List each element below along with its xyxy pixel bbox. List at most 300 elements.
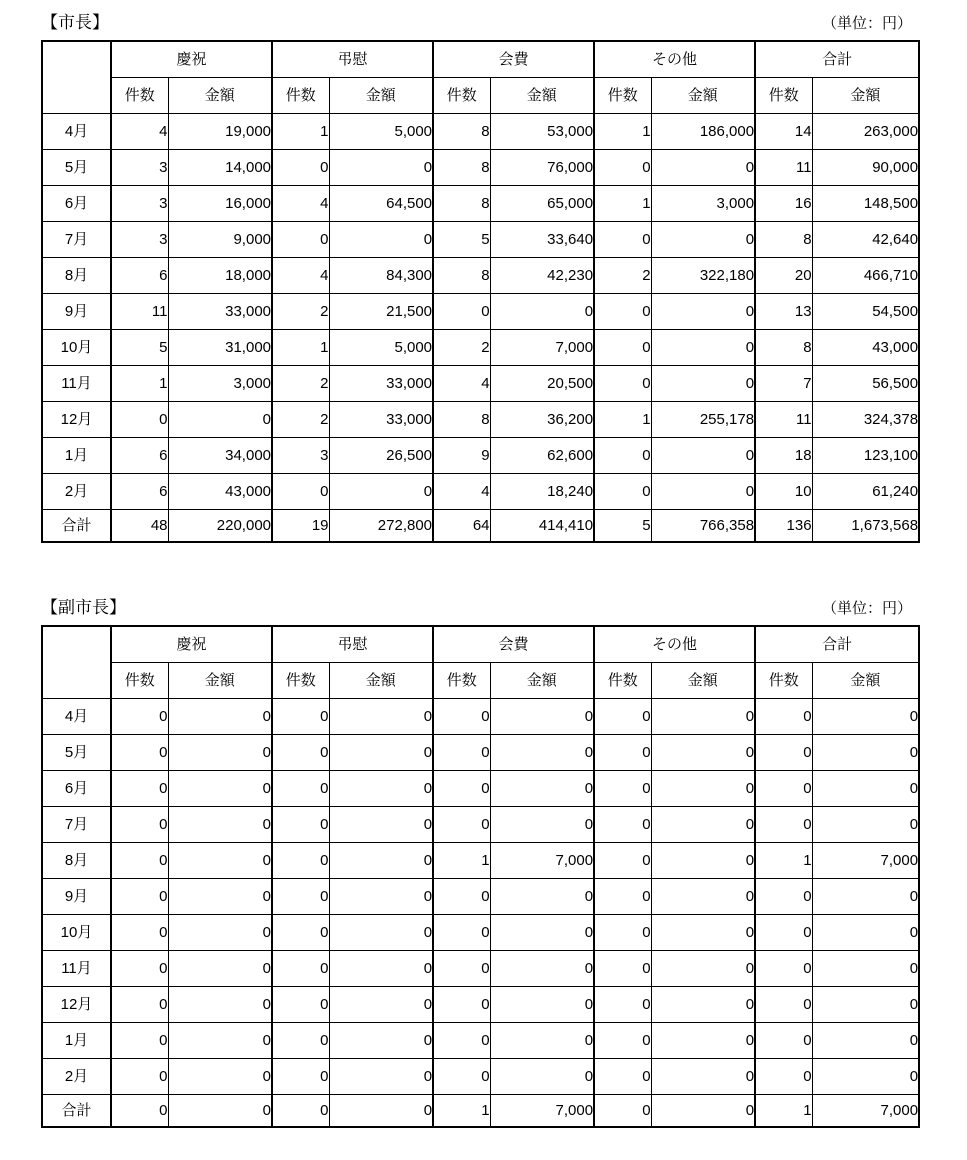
mayor-section xyxy=(41,12,919,543)
group-header-kaihi: 会費 xyxy=(433,41,594,77)
row-label-合計: 合計 xyxy=(42,509,111,542)
cell-amount-5: 0 xyxy=(812,770,919,806)
cell-amount-4: 0 xyxy=(651,149,755,185)
cell-count-5: 1 xyxy=(755,842,812,878)
cell-count-2: 1 xyxy=(272,329,329,365)
cell-amount-3: 0 xyxy=(490,293,594,329)
cell-count-4: 1 xyxy=(594,185,651,221)
cell-amount-3: 414,410 xyxy=(490,509,594,542)
cell-amount-4: 0 xyxy=(651,806,755,842)
cell-count-5: 0 xyxy=(755,698,812,734)
row-label-9月: 9月 xyxy=(42,293,111,329)
cell-amount-5: 148,500 xyxy=(812,185,919,221)
cell-amount-4: 0 xyxy=(651,221,755,257)
sub-header-count-2: 件数 xyxy=(272,77,329,113)
cell-count-5: 0 xyxy=(755,950,812,986)
cell-count-5: 18 xyxy=(755,437,812,473)
deputy-section-title: 【副市長】 xyxy=(41,598,126,617)
cell-count-4: 0 xyxy=(594,293,651,329)
cell-amount-4: 0 xyxy=(651,1094,755,1127)
cell-amount-3: 18,240 xyxy=(490,473,594,509)
cell-amount-4: 0 xyxy=(651,1022,755,1058)
corner-cell xyxy=(42,41,111,113)
cell-amount-3: 0 xyxy=(490,770,594,806)
cell-amount-2: 33,000 xyxy=(329,365,433,401)
group-header-keishuku: 慶祝 xyxy=(111,41,272,77)
cell-count-1: 0 xyxy=(111,770,168,806)
cell-count-4: 0 xyxy=(594,914,651,950)
row-label-2月: 2月 xyxy=(42,473,111,509)
cell-count-4: 1 xyxy=(594,401,651,437)
cell-count-4: 0 xyxy=(594,473,651,509)
table-row xyxy=(42,293,919,329)
cell-count-2: 0 xyxy=(272,473,329,509)
row-label-7月: 7月 xyxy=(42,806,111,842)
cell-count-4: 0 xyxy=(594,842,651,878)
cell-count-5: 8 xyxy=(755,221,812,257)
cell-count-3: 8 xyxy=(433,257,490,293)
cell-count-1: 0 xyxy=(111,842,168,878)
cell-amount-3: 65,000 xyxy=(490,185,594,221)
cell-count-2: 3 xyxy=(272,437,329,473)
cell-count-5: 11 xyxy=(755,401,812,437)
cell-count-2: 0 xyxy=(272,770,329,806)
cell-amount-5: 0 xyxy=(812,734,919,770)
table-row xyxy=(42,221,919,257)
cell-amount-4: 0 xyxy=(651,365,755,401)
cell-count-2: 4 xyxy=(272,257,329,293)
cell-amount-2: 5,000 xyxy=(329,329,433,365)
cell-count-3: 4 xyxy=(433,473,490,509)
sub-header-count-3: 件数 xyxy=(433,662,490,698)
cell-amount-3: 36,200 xyxy=(490,401,594,437)
cell-amount-1: 0 xyxy=(168,986,272,1022)
row-label-1月: 1月 xyxy=(42,437,111,473)
cell-count-1: 6 xyxy=(111,473,168,509)
sub-header-amount-2: 金額 xyxy=(329,77,433,113)
cell-amount-4: 0 xyxy=(651,293,755,329)
cell-count-1: 6 xyxy=(111,437,168,473)
table-row xyxy=(42,473,919,509)
cell-count-2: 1 xyxy=(272,113,329,149)
cell-amount-2: 84,300 xyxy=(329,257,433,293)
cell-amount-3: 0 xyxy=(490,950,594,986)
cell-count-3: 0 xyxy=(433,293,490,329)
cell-count-1: 0 xyxy=(111,806,168,842)
cell-amount-1: 0 xyxy=(168,734,272,770)
cell-count-1: 0 xyxy=(111,950,168,986)
cell-amount-1: 3,000 xyxy=(168,365,272,401)
cell-count-2: 0 xyxy=(272,1022,329,1058)
cell-amount-2: 0 xyxy=(329,770,433,806)
cell-amount-3: 0 xyxy=(490,698,594,734)
cell-amount-1: 33,000 xyxy=(168,293,272,329)
row-label-9月: 9月 xyxy=(42,878,111,914)
cell-amount-4: 766,358 xyxy=(651,509,755,542)
sub-header-count-4: 件数 xyxy=(594,662,651,698)
cell-count-4: 0 xyxy=(594,698,651,734)
cell-amount-1: 16,000 xyxy=(168,185,272,221)
cell-count-3: 64 xyxy=(433,509,490,542)
cell-amount-5: 1,673,568 xyxy=(812,509,919,542)
cell-amount-3: 62,600 xyxy=(490,437,594,473)
cell-count-4: 0 xyxy=(594,329,651,365)
cell-count-4: 0 xyxy=(594,986,651,1022)
cell-amount-4: 255,178 xyxy=(651,401,755,437)
cell-amount-4: 0 xyxy=(651,698,755,734)
table-row xyxy=(42,878,919,914)
table-row xyxy=(42,509,919,542)
cell-amount-2: 0 xyxy=(329,950,433,986)
cell-count-5: 16 xyxy=(755,185,812,221)
cell-amount-3: 0 xyxy=(490,734,594,770)
cell-amount-5: 0 xyxy=(812,1058,919,1094)
table-row xyxy=(42,914,919,950)
table-row xyxy=(42,986,919,1022)
cell-amount-3: 0 xyxy=(490,914,594,950)
sub-header-count-2: 件数 xyxy=(272,662,329,698)
cell-amount-4: 0 xyxy=(651,734,755,770)
cell-amount-2: 0 xyxy=(329,1058,433,1094)
cell-count-5: 10 xyxy=(755,473,812,509)
cell-amount-4: 0 xyxy=(651,1058,755,1094)
cell-count-1: 0 xyxy=(111,914,168,950)
cell-amount-3: 0 xyxy=(490,806,594,842)
row-label-12月: 12月 xyxy=(42,986,111,1022)
cell-amount-2: 272,800 xyxy=(329,509,433,542)
cell-count-5: 0 xyxy=(755,1022,812,1058)
cell-count-3: 0 xyxy=(433,1058,490,1094)
mayor-unit-note: （単位：円） xyxy=(821,15,912,32)
cell-amount-5: 90,000 xyxy=(812,149,919,185)
cell-amount-2: 33,000 xyxy=(329,401,433,437)
sub-header-count-4: 件数 xyxy=(594,77,651,113)
cell-count-1: 0 xyxy=(111,1058,168,1094)
row-label-10月: 10月 xyxy=(42,329,111,365)
cell-count-3: 2 xyxy=(433,329,490,365)
cell-amount-1: 0 xyxy=(168,806,272,842)
row-label-合計: 合計 xyxy=(42,1094,111,1127)
group-header-kaihi: 会費 xyxy=(433,626,594,662)
corner-cell xyxy=(42,626,111,698)
cell-count-5: 0 xyxy=(755,734,812,770)
group-header-choui: 弔慰 xyxy=(272,41,433,77)
sub-header-amount-1: 金額 xyxy=(168,662,272,698)
cell-amount-1: 0 xyxy=(168,1094,272,1127)
cell-count-3: 8 xyxy=(433,401,490,437)
sub-header-amount-1: 金額 xyxy=(168,77,272,113)
cell-count-1: 0 xyxy=(111,986,168,1022)
cell-count-5: 136 xyxy=(755,509,812,542)
cell-count-3: 0 xyxy=(433,986,490,1022)
mayor-caption-row xyxy=(41,12,912,40)
cell-count-1: 0 xyxy=(111,698,168,734)
cell-amount-2: 0 xyxy=(329,698,433,734)
row-label-11月: 11月 xyxy=(42,365,111,401)
cell-count-4: 0 xyxy=(594,734,651,770)
group-header-sonota: その他 xyxy=(594,41,755,77)
table-row xyxy=(42,149,919,185)
cell-count-4: 0 xyxy=(594,806,651,842)
cell-amount-5: 0 xyxy=(812,878,919,914)
cell-count-1: 3 xyxy=(111,221,168,257)
table-row xyxy=(42,1094,919,1127)
cell-count-2: 0 xyxy=(272,221,329,257)
cell-amount-2: 0 xyxy=(329,842,433,878)
cell-amount-3: 0 xyxy=(490,986,594,1022)
table-row xyxy=(42,734,919,770)
cell-count-4: 0 xyxy=(594,878,651,914)
sub-header-count-1: 件数 xyxy=(111,77,168,113)
cell-amount-5: 56,500 xyxy=(812,365,919,401)
row-label-5月: 5月 xyxy=(42,734,111,770)
row-label-2月: 2月 xyxy=(42,1058,111,1094)
cell-count-2: 2 xyxy=(272,401,329,437)
cell-amount-1: 34,000 xyxy=(168,437,272,473)
cell-amount-3: 33,640 xyxy=(490,221,594,257)
cell-amount-4: 0 xyxy=(651,878,755,914)
sub-header-amount-5: 金額 xyxy=(812,662,919,698)
cell-count-1: 11 xyxy=(111,293,168,329)
cell-count-5: 8 xyxy=(755,329,812,365)
mayor-section-title: 【市長】 xyxy=(41,13,109,32)
cell-amount-1: 19,000 xyxy=(168,113,272,149)
sub-header-count-5: 件数 xyxy=(755,662,812,698)
group-header-goukei: 合計 xyxy=(755,626,919,662)
cell-amount-3: 76,000 xyxy=(490,149,594,185)
cell-count-4: 0 xyxy=(594,221,651,257)
row-label-8月: 8月 xyxy=(42,842,111,878)
cell-amount-1: 9,000 xyxy=(168,221,272,257)
deputy-unit-note: （単位：円） xyxy=(821,600,912,617)
cell-amount-1: 0 xyxy=(168,914,272,950)
cell-amount-2: 0 xyxy=(329,986,433,1022)
cell-amount-4: 0 xyxy=(651,986,755,1022)
cell-amount-1: 0 xyxy=(168,1022,272,1058)
mayor-table-body xyxy=(42,113,919,542)
cell-amount-5: 0 xyxy=(812,698,919,734)
cell-count-1: 4 xyxy=(111,113,168,149)
table-row xyxy=(42,698,919,734)
cell-amount-4: 0 xyxy=(651,770,755,806)
cell-count-4: 0 xyxy=(594,365,651,401)
cell-count-3: 0 xyxy=(433,950,490,986)
cell-count-5: 0 xyxy=(755,770,812,806)
cell-amount-1: 14,000 xyxy=(168,149,272,185)
row-label-7月: 7月 xyxy=(42,221,111,257)
deputy-table-body xyxy=(42,698,919,1127)
cell-amount-1: 0 xyxy=(168,950,272,986)
group-header-goukei: 合計 xyxy=(755,41,919,77)
cell-count-5: 1 xyxy=(755,1094,812,1127)
sub-header-count-1: 件数 xyxy=(111,662,168,698)
table-row xyxy=(42,950,919,986)
row-label-12月: 12月 xyxy=(42,401,111,437)
cell-count-2: 2 xyxy=(272,293,329,329)
cell-count-3: 9 xyxy=(433,437,490,473)
cell-count-2: 0 xyxy=(272,950,329,986)
cell-count-3: 0 xyxy=(433,878,490,914)
cell-amount-1: 43,000 xyxy=(168,473,272,509)
sub-header-amount-3: 金額 xyxy=(490,662,594,698)
cell-count-3: 0 xyxy=(433,806,490,842)
row-label-4月: 4月 xyxy=(42,113,111,149)
sub-header-amount-4: 金額 xyxy=(651,77,755,113)
cell-count-5: 0 xyxy=(755,806,812,842)
cell-amount-5: 42,640 xyxy=(812,221,919,257)
cell-amount-2: 0 xyxy=(329,221,433,257)
row-label-1月: 1月 xyxy=(42,1022,111,1058)
cell-amount-5: 466,710 xyxy=(812,257,919,293)
cell-count-1: 1 xyxy=(111,365,168,401)
cell-count-3: 4 xyxy=(433,365,490,401)
row-label-6月: 6月 xyxy=(42,770,111,806)
row-label-11月: 11月 xyxy=(42,950,111,986)
cell-amount-2: 0 xyxy=(329,149,433,185)
cell-amount-5: 0 xyxy=(812,1022,919,1058)
cell-amount-2: 0 xyxy=(329,1094,433,1127)
mayor-table xyxy=(41,40,920,543)
group-header-choui: 弔慰 xyxy=(272,626,433,662)
cell-amount-3: 7,000 xyxy=(490,842,594,878)
cell-count-3: 0 xyxy=(433,914,490,950)
cell-amount-4: 0 xyxy=(651,329,755,365)
cell-count-3: 1 xyxy=(433,842,490,878)
table-row xyxy=(42,770,919,806)
cell-amount-1: 0 xyxy=(168,842,272,878)
cell-count-1: 0 xyxy=(111,1094,168,1127)
cell-amount-5: 263,000 xyxy=(812,113,919,149)
cell-count-4: 2 xyxy=(594,257,651,293)
row-label-4月: 4月 xyxy=(42,698,111,734)
cell-count-4: 1 xyxy=(594,113,651,149)
cell-amount-4: 3,000 xyxy=(651,185,755,221)
cell-count-2: 0 xyxy=(272,149,329,185)
cell-amount-4: 0 xyxy=(651,950,755,986)
row-label-10月: 10月 xyxy=(42,914,111,950)
cell-amount-1: 31,000 xyxy=(168,329,272,365)
row-label-5月: 5月 xyxy=(42,149,111,185)
cell-amount-2: 0 xyxy=(329,473,433,509)
table-row xyxy=(42,185,919,221)
cell-count-3: 8 xyxy=(433,185,490,221)
cell-amount-3: 7,000 xyxy=(490,1094,594,1127)
cell-count-2: 0 xyxy=(272,1094,329,1127)
group-header-sonota: その他 xyxy=(594,626,755,662)
cell-amount-5: 0 xyxy=(812,950,919,986)
cell-count-2: 19 xyxy=(272,509,329,542)
cell-count-4: 0 xyxy=(594,1094,651,1127)
cell-amount-5: 0 xyxy=(812,986,919,1022)
sub-header-row xyxy=(42,662,919,698)
cell-amount-5: 123,100 xyxy=(812,437,919,473)
cell-amount-2: 26,500 xyxy=(329,437,433,473)
cell-count-2: 0 xyxy=(272,1058,329,1094)
cell-count-3: 0 xyxy=(433,734,490,770)
deputy-caption-row xyxy=(41,597,912,625)
cell-amount-3: 7,000 xyxy=(490,329,594,365)
group-header-keishuku: 慶祝 xyxy=(111,626,272,662)
cell-amount-2: 0 xyxy=(329,734,433,770)
group-header-row xyxy=(42,626,919,662)
cell-amount-1: 0 xyxy=(168,698,272,734)
cell-amount-3: 53,000 xyxy=(490,113,594,149)
cell-amount-1: 0 xyxy=(168,878,272,914)
deputy-table-head xyxy=(42,626,919,698)
cell-amount-1: 0 xyxy=(168,401,272,437)
cell-amount-5: 61,240 xyxy=(812,473,919,509)
cell-amount-4: 322,180 xyxy=(651,257,755,293)
cell-amount-3: 0 xyxy=(490,878,594,914)
row-label-8月: 8月 xyxy=(42,257,111,293)
cell-count-4: 0 xyxy=(594,770,651,806)
cell-amount-4: 0 xyxy=(651,842,755,878)
cell-amount-2: 64,500 xyxy=(329,185,433,221)
cell-count-2: 0 xyxy=(272,914,329,950)
cell-amount-5: 7,000 xyxy=(812,1094,919,1127)
cell-count-1: 3 xyxy=(111,149,168,185)
table-row xyxy=(42,1022,919,1058)
cell-count-5: 0 xyxy=(755,914,812,950)
cell-count-1: 0 xyxy=(111,878,168,914)
cell-count-1: 0 xyxy=(111,734,168,770)
cell-amount-1: 18,000 xyxy=(168,257,272,293)
cell-count-2: 2 xyxy=(272,365,329,401)
cell-amount-2: 0 xyxy=(329,806,433,842)
cell-count-2: 0 xyxy=(272,698,329,734)
table-row xyxy=(42,113,919,149)
sub-header-amount-3: 金額 xyxy=(490,77,594,113)
cell-count-3: 8 xyxy=(433,113,490,149)
cell-count-5: 0 xyxy=(755,986,812,1022)
table-row xyxy=(42,806,919,842)
sub-header-count-3: 件数 xyxy=(433,77,490,113)
table-row xyxy=(42,401,919,437)
cell-count-2: 0 xyxy=(272,842,329,878)
cell-count-1: 0 xyxy=(111,401,168,437)
cell-amount-5: 0 xyxy=(812,806,919,842)
cell-count-5: 13 xyxy=(755,293,812,329)
table-row xyxy=(42,842,919,878)
cell-amount-3: 0 xyxy=(490,1022,594,1058)
table-row xyxy=(42,329,919,365)
table-row xyxy=(42,365,919,401)
cell-count-3: 0 xyxy=(433,770,490,806)
cell-amount-3: 0 xyxy=(490,1058,594,1094)
cell-count-2: 0 xyxy=(272,986,329,1022)
cell-amount-1: 0 xyxy=(168,770,272,806)
cell-count-4: 0 xyxy=(594,1022,651,1058)
cell-count-3: 1 xyxy=(433,1094,490,1127)
cell-count-2: 0 xyxy=(272,878,329,914)
cell-count-1: 3 xyxy=(111,185,168,221)
cell-count-2: 0 xyxy=(272,806,329,842)
cell-amount-5: 0 xyxy=(812,914,919,950)
row-label-6月: 6月 xyxy=(42,185,111,221)
cell-amount-2: 5,000 xyxy=(329,113,433,149)
cell-count-4: 0 xyxy=(594,1058,651,1094)
cell-count-5: 0 xyxy=(755,878,812,914)
cell-count-4: 0 xyxy=(594,149,651,185)
cell-count-2: 4 xyxy=(272,185,329,221)
cell-count-1: 48 xyxy=(111,509,168,542)
cell-count-5: 11 xyxy=(755,149,812,185)
cell-count-2: 0 xyxy=(272,734,329,770)
cell-count-4: 0 xyxy=(594,437,651,473)
cell-count-1: 0 xyxy=(111,1022,168,1058)
cell-amount-1: 0 xyxy=(168,1058,272,1094)
sub-header-row xyxy=(42,77,919,113)
